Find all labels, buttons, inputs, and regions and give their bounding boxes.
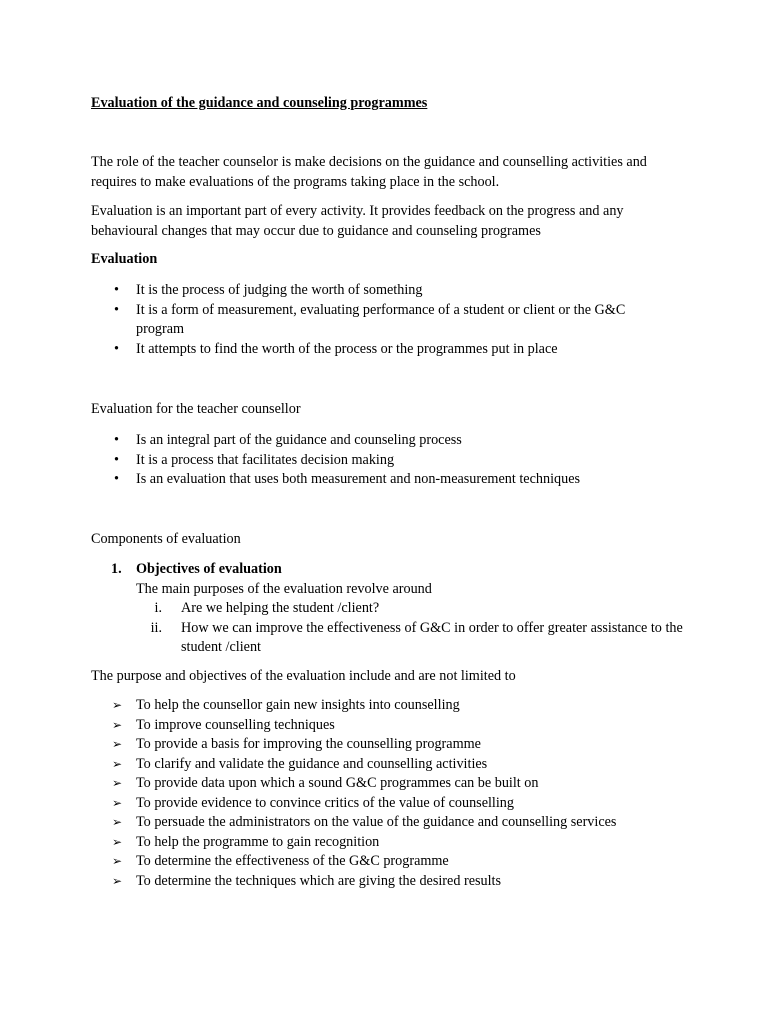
list-item: ➢ To provide a basis for improving the counselling programme — [91, 735, 691, 755]
list-item: ➢ To improve counselling techniques — [91, 716, 691, 736]
purpose-list — [91, 696, 691, 891]
arrow-bullet-icon: ➢ — [112, 776, 123, 790]
list-item: • It is a form of measurement, evaluating performance of a student or client or the G&C program — [114, 301, 626, 337]
list-item: i. Are we helping the student /client? — [154, 600, 380, 616]
arrow-bullet-icon: ➢ — [112, 737, 123, 751]
purpose-heading: The purpose and objectives of the evaluation include and are not limited to — [91, 668, 516, 684]
objectives-section — [91, 560, 691, 658]
components-heading: Components of evaluation — [91, 531, 241, 547]
list-item: • It attempts to find the worth of the process or the programmes put in place — [91, 340, 671, 360]
intro-paragraph-1: The role of the teacher counselor is make decisions on the guidance and counselling activities and requires to make evaluations of the programs taking place in the school. — [91, 154, 647, 190]
list-item: ➢ To provide data upon which a sound G&C programmes can be built on — [91, 774, 691, 794]
page-title: Evaluation of the guidance and counseling programmes — [91, 95, 428, 111]
bullet-icon: • — [114, 282, 119, 298]
arrow-bullet-icon: ➢ — [112, 873, 123, 888]
list-item: ➢ To clarify and validate the guidance and counselling activities — [91, 755, 691, 775]
list-item: • Is an integral part of the guidance and counseling process — [91, 431, 691, 451]
list-item: • It is the process of judging the worth of something — [91, 281, 671, 301]
objectives-sublist — [136, 599, 686, 658]
list-item: ➢ To determine the effectiveness of the G&C programme — [91, 852, 691, 872]
bullet-icon: • — [114, 451, 119, 468]
arrow-bullet-icon: ➢ — [112, 854, 123, 868]
arrow-bullet-icon: ➢ — [112, 815, 123, 829]
arrow-bullet-icon: ➢ — [112, 795, 123, 810]
arrow-bullet-icon: ➢ — [112, 756, 123, 771]
list-number: 1. — [111, 561, 122, 577]
objectives-intro: The main purposes of the evaluation revolve around — [136, 580, 432, 597]
list-item: ➢ To help the programme to gain recognition — [91, 833, 691, 853]
intro-paragraph-2: Evaluation is an important part of every activity. It provides feedback on the progress and any behavioural changes that may occur due to guidance and counseling programes — [91, 203, 624, 239]
bullet-icon: • — [114, 432, 119, 448]
objectives-heading: 1. Objectives of evaluation — [91, 560, 691, 580]
list-item: • Is an evaluation that uses both measurement and non-measurement techniques — [91, 470, 691, 490]
evaluation-list — [91, 281, 671, 359]
list-item: ii. How we can improve the effectiveness of G&C in order to offer greater assistance to the student /client — [150, 619, 683, 655]
arrow-bullet-icon: ➢ — [112, 834, 123, 849]
teacher-counsellor-list — [91, 431, 691, 490]
list-item: ➢ To provide evidence to convince critics of the value of counselling — [91, 794, 691, 814]
evaluation-heading: Evaluation — [91, 251, 158, 267]
teacher-counsellor-heading: Evaluation for the teacher counsellor — [91, 401, 301, 417]
arrow-bullet-icon: ➢ — [112, 698, 123, 712]
arrow-bullet-icon: ➢ — [112, 717, 123, 732]
bullet-icon: • — [114, 471, 119, 487]
list-item: ➢ To determine the techniques which are giving the desired results — [91, 872, 691, 892]
list-item: ➢ To persuade the administrators on the value of the guidance and counselling services — [91, 813, 691, 833]
bullet-icon: • — [114, 301, 119, 318]
bullet-icon: • — [114, 340, 119, 357]
list-item: ➢ To help the counsellor gain new insights into counselling — [91, 696, 691, 716]
list-item: • It is a process that facilitates decision making — [91, 451, 691, 471]
